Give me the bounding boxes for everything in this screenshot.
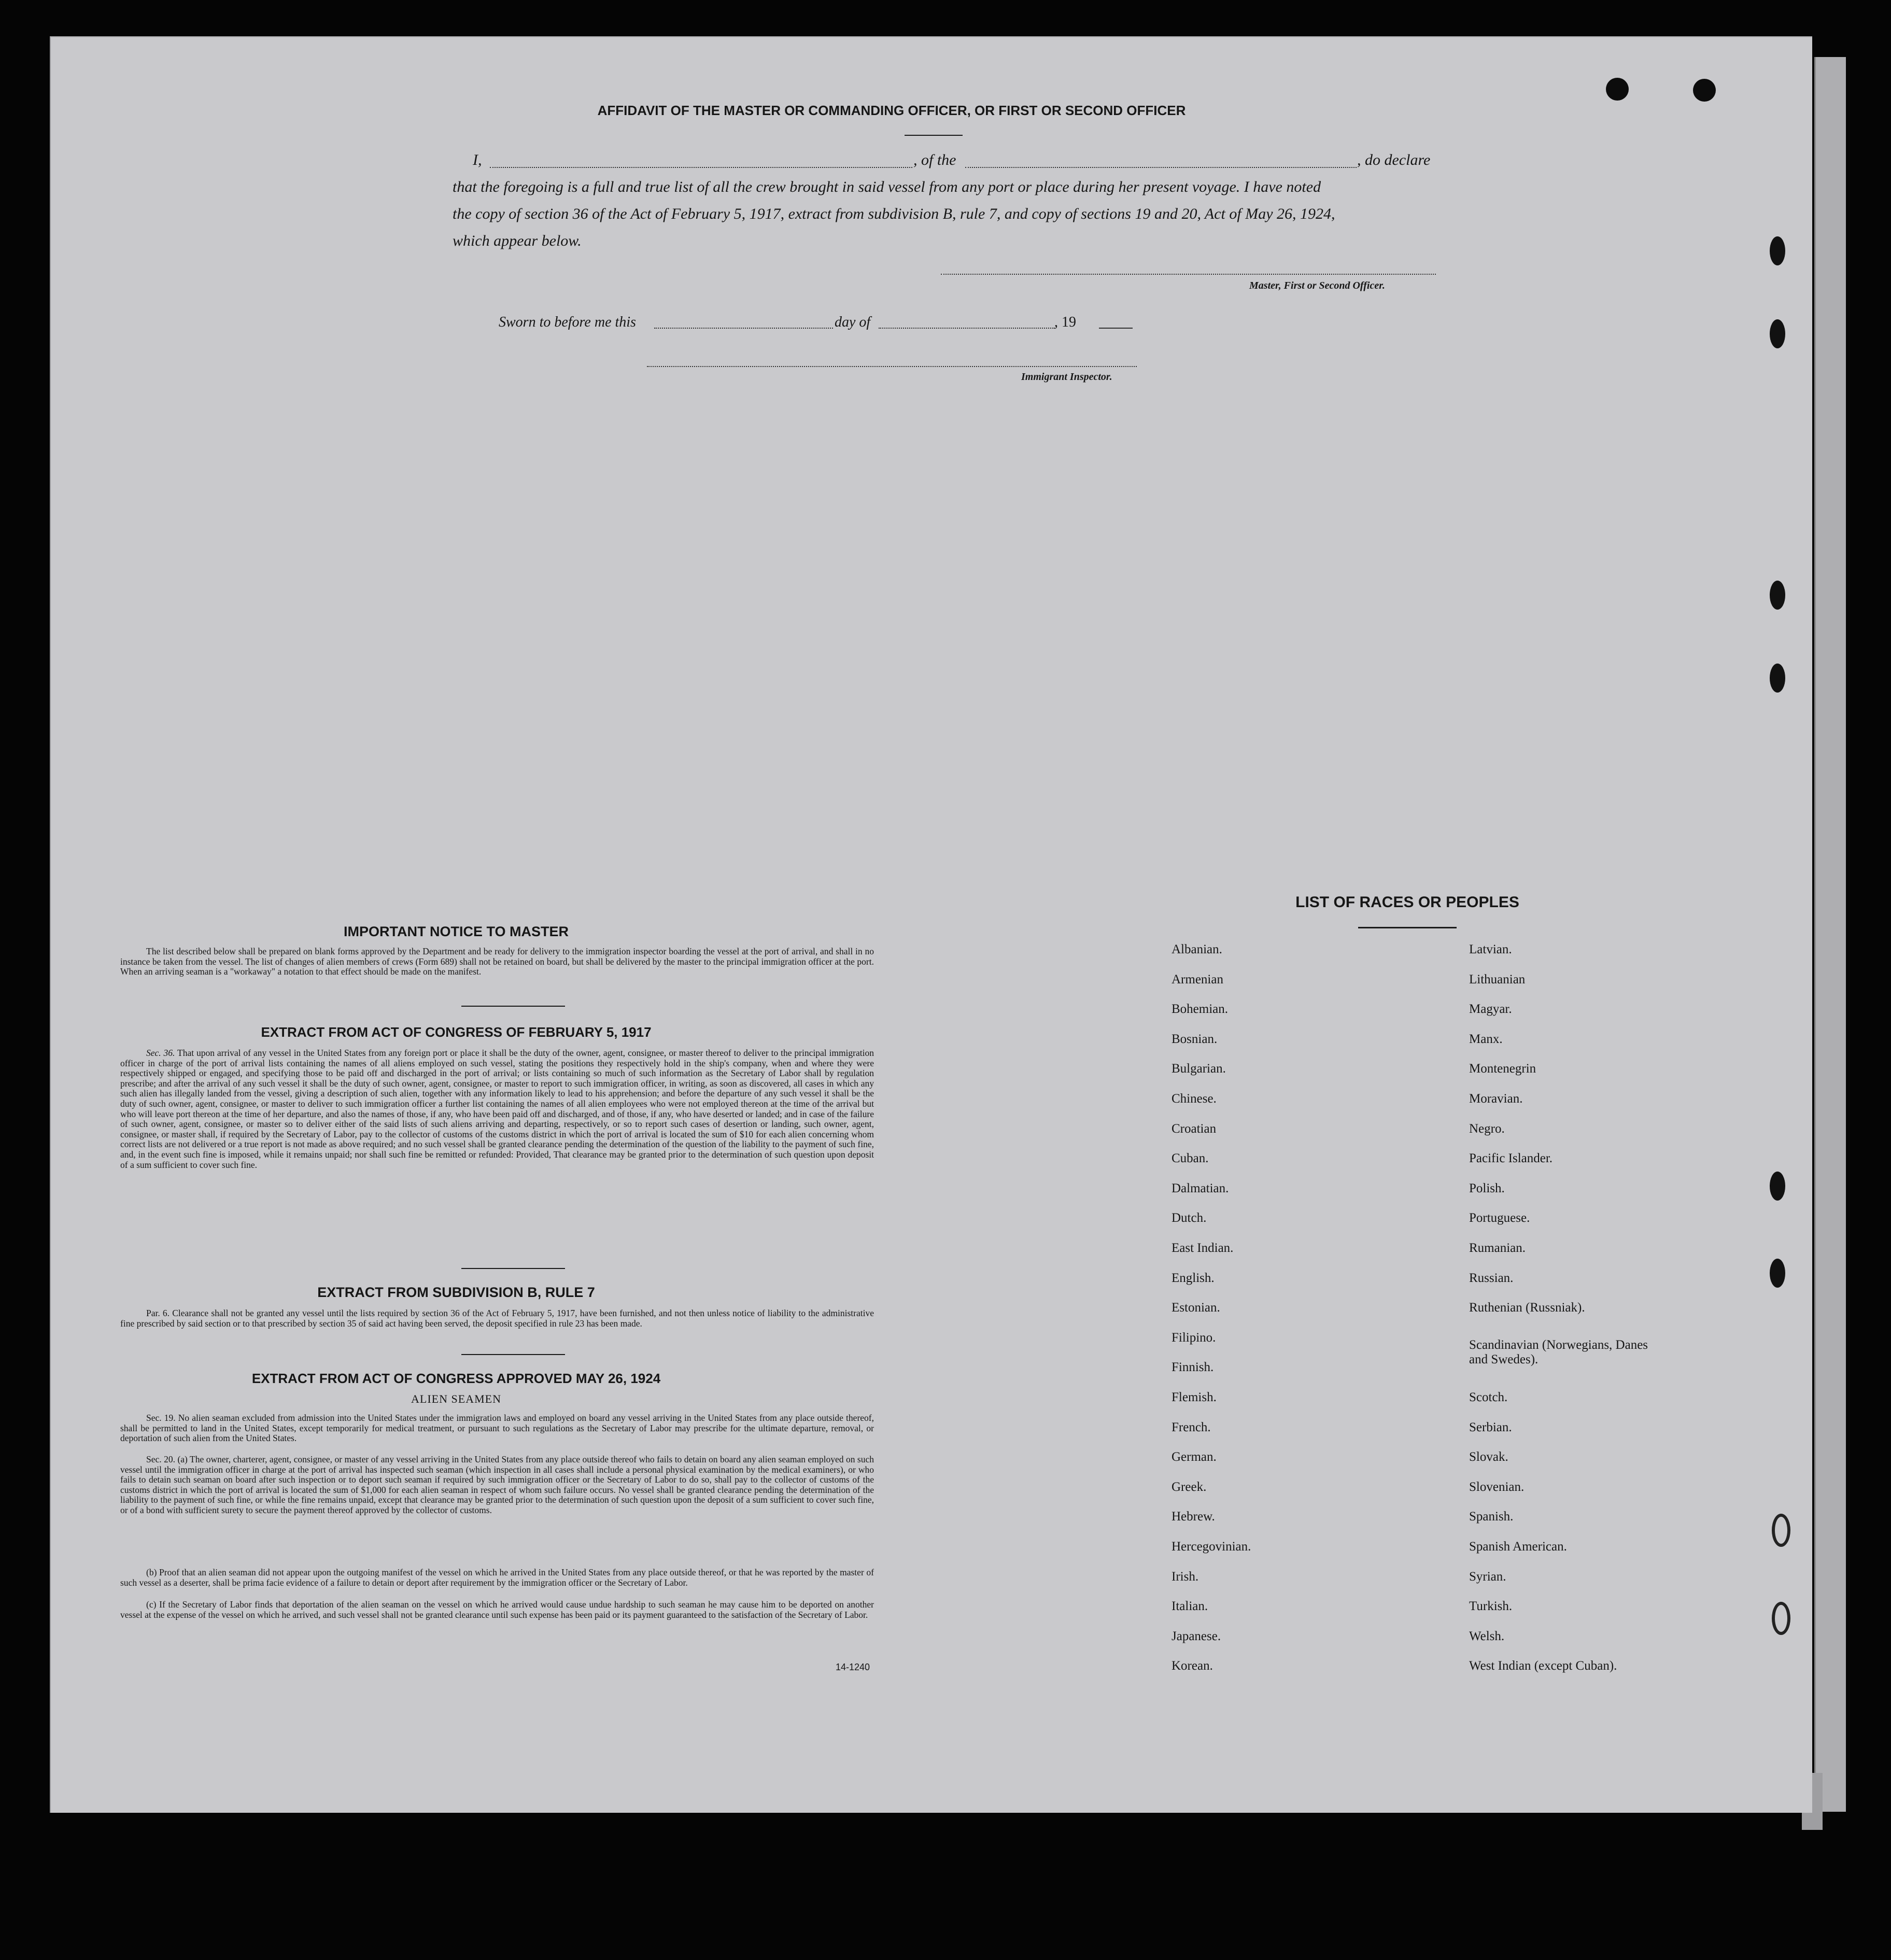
race-item: Estonian. [1172,1301,1220,1315]
sworn-day-blank[interactable] [654,328,833,329]
race-item: Syrian. [1469,1570,1506,1584]
race-item: Greek. [1172,1480,1207,1494]
sworn-year: , 19 [1054,314,1076,330]
sworn-prefix: Sworn to before me this [499,314,636,330]
affidavit-line-i: I, [473,151,482,168]
race-item: Hercegovinian. [1172,1540,1251,1554]
section-label: Sec. 36. [146,1048,175,1058]
punch-hole-icon [1606,78,1629,101]
extract-1924-title: EXTRACT FROM ACT OF CONGRESS APPROVED MAY 26, 1924 [251,1371,661,1386]
race-item: East Indian. [1172,1241,1234,1255]
binder-hole-icon [1770,1259,1785,1288]
sec20b-body: (b) Proof that an alien seaman did not appear upon the outgoing manifest of the vessel on which he arrived in the United States from any place outside thereof, or that he was reported by the master of such vessel as a deserter, shall be prima facie evidence of a failure to detain or deport after requirement by the immigration officer or the Secretary of Labor. [120,1567,874,1588]
race-item: Filipino. [1172,1331,1216,1345]
name-blank[interactable] [490,167,912,168]
race-item: French. [1172,1420,1211,1434]
race-item: Spanish. [1469,1510,1514,1524]
affidavit-title: AFFIDAVIT OF THE MASTER OR COMMANDING OFFICER, OR FIRST OR SECOND OFFICER [597,103,1186,118]
race-item: Polish. [1469,1181,1505,1195]
signature-line[interactable] [941,274,1436,275]
race-item: Slovak. [1469,1450,1508,1464]
vessel-blank[interactable] [965,167,1357,168]
race-item: Bohemian. [1172,1002,1229,1016]
race-item: Finnish. [1172,1360,1214,1374]
race-item: Japanese. [1172,1629,1221,1643]
race-item: Hebrew. [1172,1510,1215,1524]
sworn-year-blank[interactable] [1099,328,1133,329]
race-item: Montenegrin [1469,1062,1536,1076]
divider [461,1354,565,1355]
race-item: Spanish American. [1469,1540,1567,1554]
race-item: Pacific Islander. [1469,1151,1553,1165]
inspector-caption: Immigrant Inspector. [1021,371,1112,383]
divider [461,1006,565,1007]
race-item: Rumanian. [1469,1241,1526,1255]
race-item: Moravian. [1469,1092,1523,1106]
race-item: Flemish. [1172,1390,1217,1404]
extract-rule7-title: EXTRACT FROM SUBDIVISION B, RULE 7 [317,1285,595,1300]
sec20c-body: (c) If the Secretary of Labor finds that deportation of the alien seaman on the vessel on which he arrived would cause undue hardship to such seaman he may cause him to be deported on another vessel at the expense of the vessel on which he arrived, and such vessel shall not be granted clearance until such expense has been paid or its payment guaranteed to the satisfaction of the Secretary of Labor. [120,1599,874,1620]
race-item: Latvian. [1469,942,1512,956]
binder-hole-icon [1770,319,1785,348]
binder-hole-icon [1770,236,1785,265]
affidavit-line-3: the copy of section 36 of the Act of February 5, 1917, extract from subdivision B, rule 7, and copy of sections 19 and 20, Act of May 26, 1924, [453,205,1335,222]
race-item: Manx. [1469,1032,1503,1046]
race-item: Armenian [1172,972,1223,986]
binder-hole-icon [1770,664,1785,693]
notice-title: IMPORTANT NOTICE TO MASTER [344,924,569,939]
race-item: Negro. [1469,1122,1505,1136]
affidavit-line-2: that the foregoing is a full and true list of all the crew brought in said vessel from any port or place during her present voyage. I have noted [453,178,1321,195]
binder-hole-icon [1772,1514,1790,1547]
extract-1917-title: EXTRACT FROM ACT OF CONGRESS OF FEBRUARY 5, 1917 [261,1024,652,1040]
sec19-body: Sec. 19. No alien seaman excluded from admission into the United States under the immigration laws and employed on board any vessel arriving in the United States from any place outside thereof, shall be permitted to land in the United States, except temporarily for medical treatment, or pursuant to such regulations as the Secretary of Labor may prescribe for the ultimate departure, removal, or deportation of such alien from the United States. [120,1413,874,1444]
race-item: Korean. [1172,1659,1213,1673]
race-item: Slovenian. [1469,1480,1525,1494]
punch-hole-icon [1693,79,1716,102]
sworn-month-blank[interactable] [879,328,1055,329]
race-item: Chinese. [1172,1092,1217,1106]
affidavit-line-of: , of the [913,151,956,168]
underlying-page-edge [1814,57,1846,1812]
race-item: Magyar. [1469,1002,1512,1016]
divider [905,135,963,136]
race-item: Albanian. [1172,942,1222,956]
extract-1917-body [120,1048,874,1170]
race-item: German. [1172,1450,1217,1464]
divider [1358,927,1457,928]
race-item: Serbian. [1469,1420,1512,1434]
race-item: Irish. [1172,1570,1199,1584]
notice-body: The list described below shall be prepared on blank forms approved by the Department and be ready for delivery to the immigration inspector boarding the vessel at the port of arrival, and shall in no instance be taken from the vessel. The list of changes of alien members of crews (Form 689) shall not be retained on board, but shall be delivered by the master to the principal immigration officer at the port. When an arriving seaman is a "workaway" a notation to that effect should be made on the manifest. [120,946,874,977]
form-number: 14-1240 [836,1662,870,1672]
race-item: Bulgarian. [1172,1062,1226,1076]
race-item: Ruthenian (Russniak). [1469,1301,1585,1315]
sworn-day-of: day of [835,314,871,330]
race-item: Lithuanian [1469,972,1526,986]
race-item: Turkish. [1469,1599,1513,1613]
section-text: That upon arrival of any vessel in the United States from any foreign port or place it shall be the duty of the owner, agent, consignee, or master thereof to deliver to the principal immigration officer in charge of the port of arrival lists containing the names of all aliens employed on such vessel, stating the positions they respectively hold in the ship's company, when and where they were respectively shipped or engaged, and specifying those to be paid off and discharged in the port of arrival; or lists containing so much of such information as the Secretary of Labor shall by regulation prescribe; and after the arrival of any such vessel it shall be the duty of such owner, agent, consignee, or master to report to such immigration officer, in writing, as soon as discovered, all cases in which any such alien has illegally landed from the vessel, giving a description of such alien, together with any information likely to lead to his apprehension; and before the departure of any such vessel it shall be the duty of such owner, agent, consignee, or master to deliver to such immigration officer a further list containing the names of all alien employees who were not employed thereon at the time of the arrival but who will leave port thereon at the time of her departure, and also the names of those, if any, who have been paid off and discharged, and of those, if any, who have deserted or landed; and in case of the failure of such owner, agent, consignee, or master so to deliver either of the said lists of such aliens arriving and departing, respectively, or so to report such cases of desertion or landing, such owner, agent, consignee, or master shall, if required by the Secretary of Labor, pay to the collector of customs of the customs district in which the port of arrival is located the sum of $10 for each alien concerning whom correct lists are not delivered or a true report is not made as above required; and no such vessel shall be granted clearance pending the determination of the question of the liability to the payment of such fine, and, in the event such fine is imposed, while it remains unpaid; nor shall such fine be remitted or refunded: Provided, That clearance may be granted prior to the determination of such question upon deposit of a sum sufficient to cover such fine. [120,1048,874,1170]
binder-hole-icon [1772,1602,1790,1635]
race-item: Russian. [1469,1271,1514,1285]
binder-hole-icon [1770,1172,1785,1201]
race-item: Croatian [1172,1122,1217,1136]
affidavit-line-4: which appear below. [453,232,582,249]
signature-caption: Master, First or Second Officer. [1249,280,1385,291]
extract-1924-subtitle: ALIEN SEAMEN [411,1392,501,1405]
race-item: English. [1172,1271,1215,1285]
race-item: Dutch. [1172,1211,1207,1225]
race-item: Bosnian. [1172,1032,1218,1046]
race-item: Scotch. [1469,1390,1508,1404]
races-title: LIST OF RACES OR PEOPLES [1295,894,1519,911]
sec20a-body: Sec. 20. (a) The owner, charterer, agent, consignee, or master of any vessel arriving in the United States from any place outside thereof who fails to detain on board any alien seaman employed on such vessel until the immigration officer in charge at the port of arrival has inspected such seaman (which inspection in all cases shall include a personal physical examination by the medical examiners), or who fails to detain such seaman on board after such inspection or to deport such seaman if required by such immigration officer or the Secretary of Labor to do so, shall pay to the collector of customs of the customs district in which the port of arrival is located the sum of $1,000 for each alien seaman in respect of whom such failure occurs. No vessel shall be granted clearance pending the determination of the liability to the payment of such fine, or while the fine remains unpaid, except that clearance may be granted prior to the determination of such question upon the deposit of a sum sufficient to cover such fine, or of a bond with sufficient surety to secure the payment thereof approved by the collector of customs. [120,1454,874,1515]
binder-hole-icon [1770,581,1785,610]
inspector-signature-line[interactable] [647,366,1137,367]
race-item: Portuguese. [1469,1211,1530,1225]
race-item: Scandinavian (Norwegians, Danes and Swedes). [1469,1338,1648,1366]
affidavit-line-declare: , do declare [1357,151,1431,168]
race-item: Cuban. [1172,1151,1209,1165]
race-item: Welsh. [1469,1629,1505,1643]
race-item: Dalmatian. [1172,1181,1229,1195]
race-item: West Indian (except Cuban). [1469,1659,1617,1673]
divider [461,1268,565,1269]
extract-rule7-body: Par. 6. Clearance shall not be granted any vessel until the lists required by section 36 of the Act of February 5, 1917, have been furnished, and not then unless notice of liability to the administrative fine prescribed by said section or to that prescribed by section 35 of said act having been served, the deposit specified in rule 23 has been made. [120,1308,874,1329]
race-item: Italian. [1172,1599,1208,1613]
